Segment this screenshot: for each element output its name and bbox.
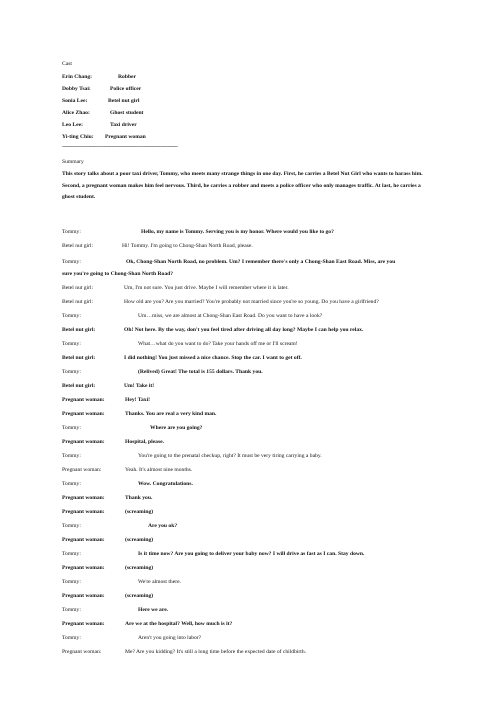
- dialogue-line: (screaming): [125, 593, 154, 599]
- speaker-label: Pregnant woman:: [62, 439, 105, 445]
- cast-heading: Cast: [62, 61, 72, 67]
- cast-actor: Alice Zhao:: [62, 110, 90, 116]
- speaker-label: Pregnant woman:: [62, 537, 105, 543]
- dialogue-line: Wow. Congratulations.: [138, 481, 193, 487]
- dialogue-line: (screaming): [125, 565, 154, 571]
- dialogue-line: Are you ok?: [148, 523, 178, 529]
- dialogue-line: Thank you.: [125, 495, 153, 501]
- dialogue-line: sure you're going to Chong-Shan North Road?: [62, 271, 174, 277]
- speaker-label: Tommy:: [62, 523, 81, 529]
- speaker-label: Tommy:: [62, 313, 81, 319]
- dialogue-line: Hello, my name is Tommy. Serving you is my honor. Where would you like to go?: [141, 229, 334, 235]
- dialogue-line: Oh! Not here. By the way, don't you feel tired after driving all day long? Maybe I can help you relax.: [124, 327, 364, 333]
- speaker-label: Pregnant woman:: [62, 467, 102, 473]
- speaker-label: Tommy:: [62, 607, 81, 613]
- cast-actor: Dobby Tsai:: [62, 86, 91, 92]
- cast-role: Ghost student: [110, 110, 144, 116]
- dialogue-line: Is it time now? Are you going to deliver your baby now? I will drive as fast as I can. Stay down.: [138, 551, 365, 557]
- dialogue-line: Um, I'm not sure. You just drive. Maybe I will remember where it is later.: [124, 285, 289, 291]
- speaker-label: Tommy:: [62, 259, 81, 265]
- speaker-label: Pregnant woman:: [62, 495, 105, 501]
- speaker-label: Betel nut girl:: [62, 299, 94, 305]
- dialogue-line: (Relived) Great! The total is 155 dollars. Thank you.: [138, 369, 263, 375]
- dialogue-line: Yeah. It's almost nine months.: [125, 467, 193, 473]
- speaker-label: Betel nut girl:: [62, 327, 96, 333]
- dialogue-line: Where are you going?: [150, 425, 203, 431]
- speaker-label: Tommy:: [62, 229, 81, 235]
- speaker-label: Pregnant woman:: [62, 397, 105, 403]
- speaker-label: Tommy:: [62, 425, 81, 431]
- divider: -------------------------------------------------------------------------------: [62, 144, 178, 150]
- dialogue-line: Hi! Tommy. I'm going to Chong-Shan North Road, please.: [122, 243, 253, 249]
- speaker-label: Tommy:: [62, 635, 81, 641]
- cast-role: Betel nut girl: [108, 98, 140, 104]
- dialogue-line: How old are you? Are you married? You're probably not married since you're so young. Do you have a girlfriend?: [124, 299, 379, 305]
- summary-text: This story talks about a poor taxi driver, Tommy, who meets many strange things in one day. First, he carries a Betel Nut Girl who wants to harass him. Second, a pregnant woman makes him feel nervous. Third, he carries a robber and meets a police officer who only manages traffic. At last, he carries a ghost student.: [62, 171, 423, 200]
- cast-role: Police officer: [110, 86, 142, 92]
- dialogue-line: (screaming): [125, 509, 154, 515]
- dialogue-line: You're going to the prenatal checkup, right? It must be very tiring carrying a baby.: [138, 453, 322, 459]
- dialogue-line: (screaming): [125, 537, 154, 543]
- cast-actor: Leo Lee:: [62, 122, 83, 128]
- dialogue-line: I did nothing! You just missed a nice chance. Stop the car. I want to get off.: [124, 355, 302, 361]
- speaker-label: Tommy:: [62, 453, 81, 459]
- speaker-label: Pregnant woman:: [62, 509, 105, 515]
- cast-actor: Sonia Lee:: [62, 98, 88, 104]
- speaker-label: Pregnant woman:: [62, 593, 105, 599]
- speaker-label: Pregnant woman:: [62, 621, 105, 627]
- dialogue-line: We're almost there.: [138, 579, 181, 585]
- dialogue-line: Here we are.: [138, 607, 169, 613]
- dialogue-line: Ok, Chong-Shan North Road, no problem. Um? I remember there's only a Chong-Shan East Road. Miss, are you: [126, 259, 396, 265]
- speaker-label: Tommy:: [62, 369, 81, 375]
- speaker-label: Pregnant woman:: [62, 411, 105, 417]
- speaker-label: Betel nut girl:: [62, 243, 94, 249]
- speaker-label: Pregnant woman:: [62, 649, 102, 655]
- speaker-label: Betel nut girl:: [62, 383, 96, 389]
- speaker-label: Tommy:: [62, 579, 81, 585]
- dialogue-line: Um! Take it!: [124, 383, 155, 389]
- speaker-label: Tommy:: [62, 551, 81, 557]
- dialogue-line: Thanks. You are real a very kind man.: [125, 411, 217, 417]
- cast-actor: Yi-ting Chiu:: [62, 134, 94, 140]
- cast-role: Robber: [118, 74, 137, 80]
- speaker-label: Tommy:: [62, 481, 81, 487]
- speaker-label: Betel nut girl:: [62, 285, 94, 291]
- dialogue-line: Hey! Taxi!: [125, 397, 151, 403]
- cast-role: Pregnant woman: [105, 134, 146, 140]
- dialogue-line: What…what do you want to do? Take your hands off me or I'll scream!: [138, 341, 298, 347]
- speaker-label: Betel nut girl:: [62, 355, 96, 361]
- dialogue-line: Aren't you going into labor?: [138, 635, 202, 641]
- dialogue-line: Hospital, please.: [125, 439, 165, 445]
- summary-heading: Summary: [62, 159, 84, 165]
- speaker-label: Tommy:: [62, 341, 81, 347]
- speaker-label: Pregnant woman:: [62, 565, 105, 571]
- dialogue-line: Are we at the hospital? Well, how much is it?: [125, 621, 233, 627]
- cast-role: Taxi driver: [110, 122, 137, 128]
- dialogue-line: Um…miss, we are almost at Chong-Shan East Road. Do you want to have a look?: [138, 313, 323, 319]
- dialogue-line: Me? Are you kidding? It's still a long time before the expected date of childbirth.: [125, 649, 307, 655]
- cast-actor: Erin Chang:: [62, 74, 92, 80]
